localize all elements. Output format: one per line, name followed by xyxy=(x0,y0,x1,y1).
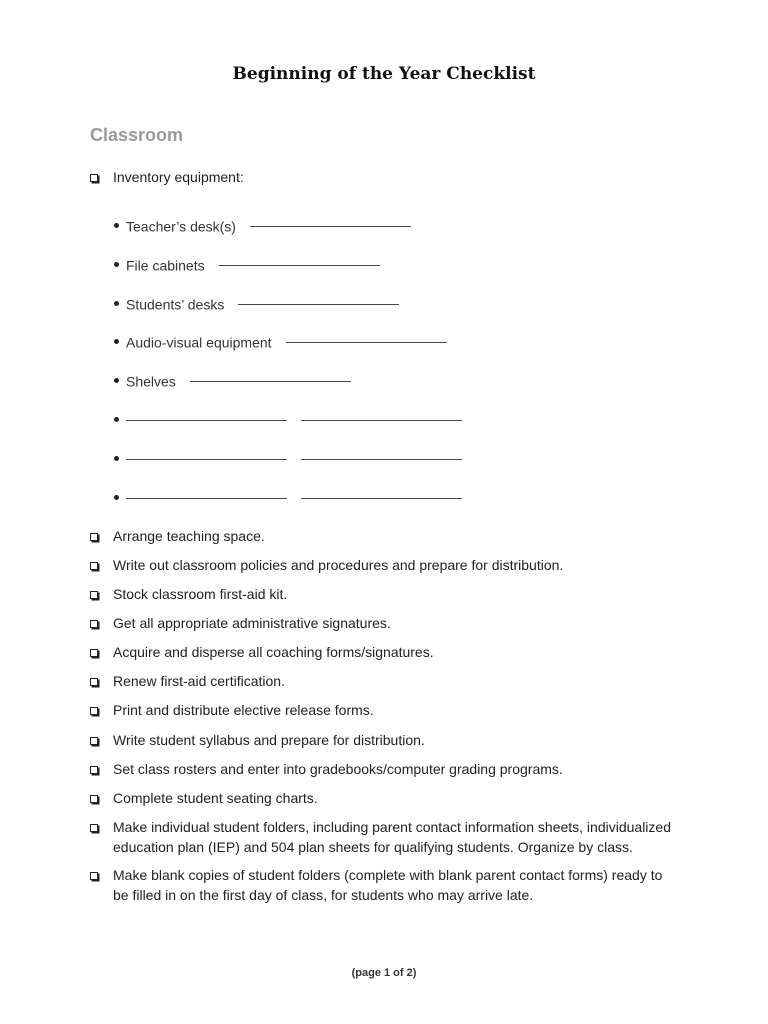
checkbox-icon[interactable] xyxy=(90,872,98,880)
inventory-item-label: Audio-visual equipment xyxy=(126,334,272,351)
page-title: Beginning of the Year Checklist xyxy=(232,64,536,84)
inventory-item xyxy=(114,294,399,312)
checklist-item-label: be filled in on the first day of class, for students who may arrive late. xyxy=(113,886,534,903)
fill-in-line[interactable] xyxy=(219,265,380,266)
bullet-icon xyxy=(114,378,119,383)
checklist-item-label: Complete student seating charts. xyxy=(113,790,318,806)
bullet-icon xyxy=(114,301,119,306)
inventory-blank-item xyxy=(114,449,462,467)
fill-in-line[interactable] xyxy=(301,498,462,499)
checklist-item-label: Write out classroom policies and procedures and prepare for distribution. xyxy=(113,557,564,573)
checkbox-icon[interactable] xyxy=(90,562,98,570)
inventory-item-label: Shelves xyxy=(126,373,176,390)
checkbox-icon[interactable] xyxy=(90,707,98,715)
checkbox-icon[interactable] xyxy=(90,649,98,657)
page-number: (page 1 of 2) xyxy=(351,967,417,979)
section-heading: Classroom xyxy=(90,125,184,145)
checklist-item-label: Set class rosters and enter into gradebooks/computer grading programs. xyxy=(113,761,563,777)
bullet-icon xyxy=(114,456,119,461)
checklist-item-label: Print and distribute elective release forms. xyxy=(113,702,374,718)
checkbox-icon[interactable] xyxy=(90,174,98,182)
bullet-icon xyxy=(114,495,119,500)
bullet-icon xyxy=(114,417,119,422)
checkbox-icon[interactable] xyxy=(90,795,98,803)
checkbox-icon[interactable] xyxy=(90,737,98,745)
checkbox-icon[interactable] xyxy=(90,824,98,832)
checklist-item-label: Renew first-aid certification. xyxy=(113,673,285,689)
fill-in-line[interactable] xyxy=(126,498,287,499)
fill-in-line[interactable] xyxy=(126,420,287,421)
fill-in-line[interactable] xyxy=(250,226,411,227)
checkbox-icon[interactable] xyxy=(90,620,98,628)
fill-in-line[interactable] xyxy=(301,459,462,460)
checklist-item-label: Get all appropriate administrative signatures. xyxy=(113,615,391,631)
checkbox-icon[interactable] xyxy=(90,533,98,541)
inventory-blank-item xyxy=(114,410,462,428)
inventory-item-label: File cabinets xyxy=(126,257,205,274)
bullet-icon xyxy=(114,223,119,228)
checklist-item-label: Stock classroom first-aid kit. xyxy=(113,586,288,602)
bullet-icon xyxy=(114,339,119,344)
inventory-item-label: Teacher’s desk(s) xyxy=(126,218,236,235)
inventory-item xyxy=(114,216,411,234)
checklist-item-label: Acquire and disperse all coaching forms/signatures. xyxy=(113,644,434,660)
checkbox-icon[interactable] xyxy=(90,766,98,774)
fill-in-line[interactable] xyxy=(286,342,447,343)
checklist-item-label: education plan (IEP) and 504 plan sheets for qualifying students. Organize by class. xyxy=(113,838,633,855)
checklist-item-label: Inventory equipment: xyxy=(113,169,244,185)
fill-in-line[interactable] xyxy=(190,381,351,382)
checkbox-icon[interactable] xyxy=(90,591,98,599)
checklist-item-label: Arrange teaching space. xyxy=(113,528,265,544)
checklist-item-label: Make blank copies of student folders (complete with blank parent contact forms) ready to xyxy=(113,867,663,883)
fill-in-line[interactable] xyxy=(126,459,287,460)
inventory-item-label: Students’ desks xyxy=(126,296,225,313)
checklist-item-label: Write student syllabus and prepare for distribution. xyxy=(113,732,425,748)
checklist-item-label: Make individual student folders, including parent contact information sheets, individualized xyxy=(113,819,671,835)
checkbox-icon[interactable] xyxy=(90,678,98,686)
inventory-item xyxy=(114,332,447,350)
bullet-icon xyxy=(114,262,119,267)
inventory-item xyxy=(114,255,380,273)
inventory-blank-item xyxy=(114,488,462,506)
fill-in-line[interactable] xyxy=(301,420,462,421)
inventory-item xyxy=(114,371,351,389)
fill-in-line[interactable] xyxy=(238,304,399,305)
